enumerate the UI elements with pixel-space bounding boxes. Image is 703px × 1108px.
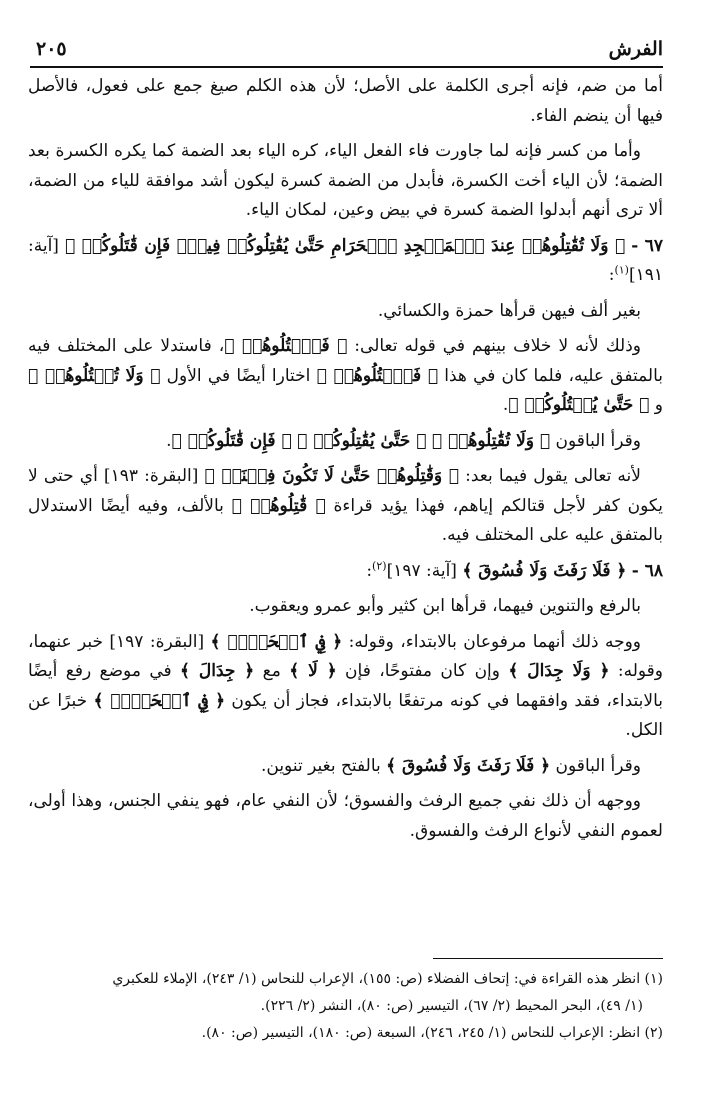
quran-quote: ﴿ فَإِن قَٰتَلُوكُمۡ ﴾ [171,430,292,451]
paragraph-fath [28,752,663,782]
text-run: لأنه تعالى يقول فيما بعد: [459,466,641,486]
text-run: وقرأ الباقون [550,755,641,776]
text-run: . [166,430,172,451]
text-run: في موضع رفع أيضًا بالابتداء، فقد وافقهما في كونه مرتفعًا بالابتداء، فجاز أن يكون [28,661,664,711]
paragraph-ibtida [28,628,663,746]
footnote-marker: (٢) [372,558,387,572]
text-run: [البقرة: ١٩٧] خبر عنهما، وقوله: [28,631,663,681]
header-divider [30,66,663,68]
entry-number: ٦٧ - [631,235,664,256]
quran-quote: ﴿ حَتَّىٰ يُقَٰتِلُوكُمۡ ﴾ [297,430,427,451]
running-title: الفرش [608,38,663,60]
page-number: ٢٠٥ [36,38,67,60]
text-run: مع [254,661,290,681]
quran-quote: ﴿ فِي ٱلۡحَجِّۗ ﴾ [210,631,343,652]
text-run: وقرأ الباقون [550,430,641,451]
page-header [30,38,663,68]
paragraph-reading-hamza: بغير ألف فيهن قرأها حمزة والكسائي. [377,300,641,321]
quran-verse: ﴿ وَلَا تُقَٰتِلُوهُمۡ عِندَ ٱلۡمَسۡجِدِ ٱلۡحَرَامِ حَتَّىٰ يُقَٰتِلُوكُمۡ فِيهِۖ فَإِن قَٰتَلُوكُمۡ ﴾ [64,235,626,256]
footnote-divider [433,958,663,959]
paragraph-nafy-jins: ووجهه أن ذلك نفي جميع الرفث والفسوق؛ لأن النفي عام، فهو ينفي الجنس، وهذا أولى، لعموم النفي لأنواع الرفث والفسوق. [28,791,663,841]
text-run: اختارا أيضًا في الأول [160,365,317,386]
paragraph-raf-tanween: بالرفع والتنوين فيهما، قرأها ابن كثير وأبو عمرو ويعقوب. [249,596,641,616]
quran-quote: ﴿ جِدَالَ ﴾ [180,661,255,681]
paragraph-reasoning [28,332,663,421]
quran-quote: ﴿ فَلَا رَفَثَ وَلَا فُسُوقَ ﴾ [386,755,551,776]
main-text [28,72,663,852]
quran-quote: ﴿ وَقَٰتِلُوهُمۡ حَتَّىٰ لَا تَكُونَ فِتۡنَةٞ ﴾ [204,466,459,486]
quran-quote: ﴿ لَا ﴾ [289,661,337,681]
footnote-marker: (١) [614,263,629,277]
entry-number: ٦٨ - [631,560,663,581]
text-run: . [502,395,509,415]
paragraph-damma: أما من ضم، فإنه أجرى الكلمة على الأصل؛ لأن هذه الكلم صيغ جمع على فعول، فالأصل فيها أن ينضم الفاء. [28,76,663,126]
quran-quote: ﴿ فِي ٱلۡحَجِّۗ ﴾ [93,690,226,711]
quran-verse: ﴿ فَلَا رَفَثَ وَلَا فُسُوقَ ﴾ [462,560,627,581]
quran-quote: ﴿ وَلَا تُقَٰتِلُوهُمۡ ﴾ [431,430,551,451]
text-run: بالفتح بغير تنوين. [260,755,387,776]
text-run: وإن كان مفتوحًا، فإن [336,661,509,681]
paragraph-others-read [28,427,663,457]
paragraph-kasra: وأما من كسر فإنه لما جاورت فاء الفعل الياء، كره الياء بعد الضمة كما يكره الكسرة بعد الضمة؛ لأن الياء أخت الكسرة، فأبدل من الضمة كسرة ليكون أشد موافقة للياء من الضمة، ألا ترى أنهم أبدلوا الضمة كسرة في بيض وعين، لمكان الياء. [28,141,663,220]
footnote-2: (٢) انظر: الإعراب للنحاس (١/ ٢٤٥، ٢٤٦)، السبعة (ص: ١٨٠)، التيسير (ص: ٨٠). [201,1025,663,1041]
quran-quote: ﴿ وَلَا تُقۡتُلُوهُمۡ ﴾ [28,365,161,386]
text-run: وذلك لأنه لا خلاف بينهم في قوله تعالى: [347,336,641,356]
text-run: خبرًا عن الكل. [28,690,663,740]
paragraph-evidence [28,462,663,551]
entry-67-heading [28,232,663,291]
quran-quote: ﴿ وَلَا جِدَالَ ﴾ [508,661,610,681]
footnotes [28,966,663,1047]
text-run: [البقرة: ١٩٣] أي حتى لا يكون كفر لأجل قتالكم إياهم، فهذا يؤيد قراءة [28,466,663,516]
text-run: ووجه ذلك أنهما مرفوعان بالابتداء، وقوله: [342,631,642,652]
footnote-1: (١) انظر هذه القراءة في: إتحاف الفضلاء (ص: ١٥٥)، الإعراب للنحاس (١/ ٢٤٣)، الإملاء للعكبري [112,971,663,987]
quran-quote: ﴿ قَٰتِلُوهُمۡ ﴾ [231,495,326,516]
quran-quote: ﴿ فَٱقۡتُلُوهُمۡ ﴾ [224,336,348,356]
verse-reference: [آية: ١٩١] [28,235,663,285]
text-run: بالألف، وفيه أيضًا الاستدلال بالمتفق عليه على المختلف فيه. [28,495,663,545]
text-run: و [649,395,663,415]
footnote-1-continued: (١/ ٤٩)، البحر المحيط (٢/ ٦٧)، التيسير (ص: ٨٠)، النشر (٢/ ٢٢٦). [260,998,643,1014]
quran-quote: ﴿ حَتَّىٰ يُقۡتُلُوكُمۡ ﴾ [508,395,650,415]
heading-colon: : [366,560,373,581]
entry-68-heading [28,557,663,587]
quran-quote: ﴿ فَٱقۡتُلُوهُمۡ ﴾ [316,365,439,386]
verse-reference: [آية: ١٩٧] [386,560,457,581]
text-run: ، فاستدلا على المختلف فيه بالمتفق عليه، فلما كان في هذا [28,336,663,386]
heading-colon: : [608,265,615,285]
